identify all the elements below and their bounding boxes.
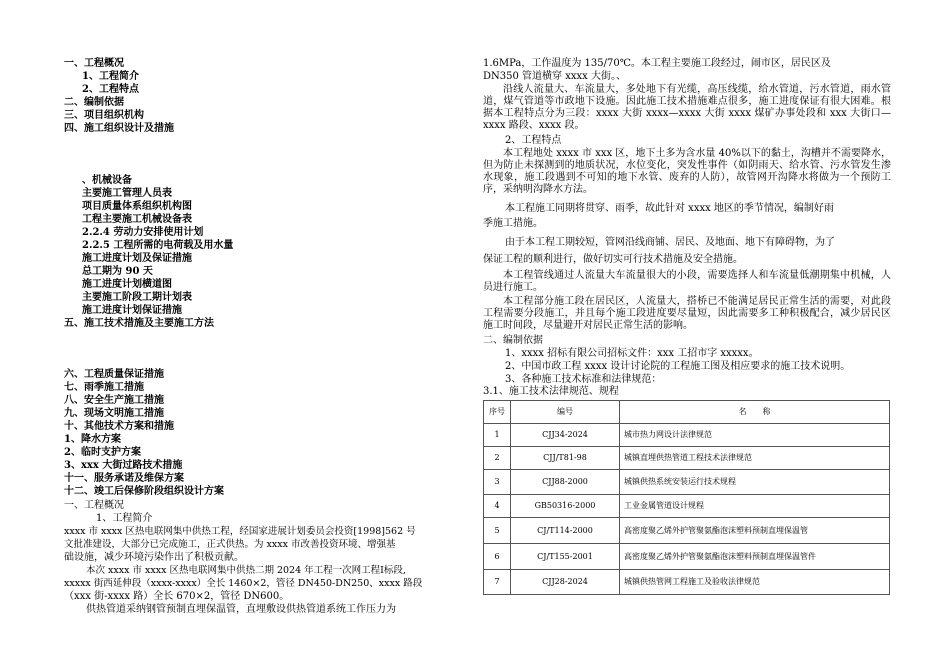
toc-entry: 七、雨季施工措施 [64,382,144,393]
paragraph-line: 保证工程的顺利进行，做好切实可行技术措施及安全措施。 [483,254,743,265]
toc-entry: 2.2.4 劳动力安排使用计划 [82,227,204,238]
paragraph-line: 础设施，减少环境污染作出了积极贡献。 [64,552,244,563]
toc-entry: 一、工程概况 [64,58,124,69]
toc-entry: 四、施工组织设计及措施 [64,123,174,134]
paragraph-line: 供热管道采纳钢管预制直埋保温管，直埋敷设供热管道系统工作压力为 [86,604,396,615]
toc-entry: 施工进度计划横道图 [82,279,172,290]
toc-entry: 1、降水方案 [64,434,121,445]
paragraph: 本工程部分施工段在居民区，人流量大，搭桥已不能满足居民正常生活的需要，对此段工程需要分段施工，并且每个施工段进度要尽量短，因此需要多工种积极配合，减少居民区施工时间段，尽量避开对居民正常生活的影响。 [483,296,891,331]
cell-no: 7 [484,570,511,595]
cell-no: 1 [484,424,511,447]
cell-code: CJJ/T81-98 [511,447,620,470]
paragraph: 沿线人流量大、车流量大，多处地下有光缆，高压线缆，给水管道，污水管道，雨水管道，煤气管道等市政地下设施。因此施工技术措施难点很多，施工进度保证有很大困难。根据本工程特点分为三段：xxxx 大街 xxxx—xxxx 大街 xxxx 煤矿办事处段和 xxx 大街口—xxxx 路段、xxxx 段。 [483,84,891,131]
toc-entry: 主要施工管理人员表 [82,188,172,199]
cell-code: CJJ88-2000 [511,470,620,495]
cell-code: CJJ28-2024 [511,570,620,595]
toc-entry: 施工进度计划保证措施 [82,305,182,316]
cell-no: 2 [484,447,511,470]
table-row [484,447,890,470]
paragraph-line: xxxx 市 xxxx 区热电联网集中供热工程，经国家进展计划委员会投资[1998]562 号 [64,526,416,537]
cell-code: GB50316-2000 [511,495,620,518]
toc-entry: 八、安全生产施工措施 [64,395,164,406]
cell-name: 城市热力网设计法律规范 [620,424,890,447]
table-row [484,495,890,518]
paragraph-line: 本次 xxxx 市 xxxx 区热电联网集中供热二期 2024 年工程一次网工程Ⅰ标段, [86,565,406,576]
paragraph-line: 2、中国市政工程 xxxx 设计讨论院的工程施工图及相应要求的施工技术说明。 [505,361,851,372]
subsection-heading: 1、工程简介 [96,513,153,524]
paragraph: 本工程管线通过人流量大车流量很大的小段，需要选择人和车流量低潮期集中机械，人员进行施工。 [483,270,891,293]
paragraph-line: 季施工措施。 [483,218,543,229]
col-header-code: 编号 [511,401,620,424]
toc-entry: 、机械设备 [82,175,132,186]
cell-no: 5 [484,518,511,544]
toc-entry: 十二、竣工后保修阶段组织设计方案 [64,486,224,497]
toc-entry: 2.2.5 工程所需的电荷载及用水量 [82,240,234,251]
toc-entry: 三、项目组织机构 [64,110,144,121]
paragraph-line: DN350 管道横穿 xxxx 大街。、 [483,71,626,82]
toc-entry: 工程主要施工机械设备表 [82,214,192,225]
toc-entry: 3、xxx 大街过路技术措施 [64,460,183,471]
cell-no: 6 [484,544,511,570]
paragraph-line: 1.6MPa，工作温度为 135/70℃。本工程主要施工段经过，闹市区，居民区及 [483,58,831,69]
paragraph-line: （xxx 街-xxxx 路）全长 670×2，管径 DN600。 [64,591,290,602]
cell-no: 3 [484,470,511,495]
paragraph-line: 由于本工程工期较短，管网沿线商铺、居民、及地面、地下有障碍物，为了 [505,237,835,248]
toc-entry: 十一、服务承诺及维保方案 [64,473,184,484]
paragraph-line: 文批准建设，大部分已完成施工，正式供热。为 xxxx 市改善投资环境、增强基 [64,539,396,550]
table-row [484,518,890,544]
paragraph: 本工程地处 xxxx 市 xxx 区，地下土多为含水量 40%以下的黏土，沟槽并不需要降水，但为防止未探测到的地质状况，水位变化，突发性事件（如阴雨天、给水管、污水管发生渗水现象，施工段遇到不可知的地下水管、废弃的人防），故管网开沟降水将做为一个预防工序，采纳明沟降水方法。 [483,148,891,195]
cell-no: 4 [484,495,511,518]
cell-code: CJJ34-2024 [511,424,620,447]
toc-entry: 项目质量体系组织机构图 [82,201,192,212]
toc-entry: 五、施工技术措施及主要施工方法 [64,318,214,329]
toc-entry: 2、临时支护方案 [64,447,141,458]
col-header-name: 名 称 [620,401,890,424]
toc-entry: 施工进度计划及保证措施 [82,253,192,264]
table-header-row [484,401,890,424]
toc-entry: 二、编制依据 [64,97,124,108]
col-header-no: 序号 [484,401,511,424]
standards-table [483,400,890,595]
table-row [484,570,890,595]
section-heading: 二、编制依据 [483,335,543,346]
cell-code: CJ/T114-2000 [511,518,620,544]
paragraph-line: 3、各种施工技术标准和法律规范： [505,374,662,385]
paragraph-line: xxxxx 街西延伸段（xxxx-xxxx）全长 1460×2，管径 DN450-DN250、xxxx 路段 [64,578,423,589]
subsection-heading: 2、工程特点 [505,135,562,146]
paragraph-line: 本工程施工同期将贯穿、雨季，故此针对 xxxx 地区的季节情况，编制好雨 [505,203,834,214]
cell-name: 高密度聚乙烯外护管聚氨酯泡沫塑料预制直埋保温管件 [620,544,890,570]
cell-name: 城镇供热系统安装运行技术规程 [620,470,890,495]
toc-entry: 六、工程质量保证措施 [64,369,164,380]
cell-name: 高密度聚乙烯外护管聚氨酯泡沫塑料预制直埋保温管 [620,518,890,544]
toc-entry: 九、现场文明施工措施 [64,408,164,419]
toc-entry: 2、工程特点 [82,84,139,95]
table-row [484,544,890,570]
table-row [484,424,890,447]
toc-entry: 1、工程简介 [82,71,139,82]
paragraph-line: 1、xxxx 招标有限公司招标文件：xxx 工招市字 xxxxx。 [505,348,759,359]
toc-entry: 主要施工阶段工期计划表 [82,292,192,303]
table-caption: 3.1、施工技术法律规范、规程 [483,386,619,397]
section-heading: 一、工程概况 [64,500,124,511]
cell-name: 工业金属管道设计规程 [620,495,890,518]
cell-name: 城镇直埋供热管道工程技术法律规范 [620,447,890,470]
cell-code: CJ/T155-2001 [511,544,620,570]
toc-entry: 总工期为 90 天 [82,266,153,277]
toc-entry: 十、其他技术方案和措施 [64,421,174,432]
table-row [484,470,890,495]
cell-name: 城镇供热管网工程施工及验收法律规范 [620,570,890,595]
